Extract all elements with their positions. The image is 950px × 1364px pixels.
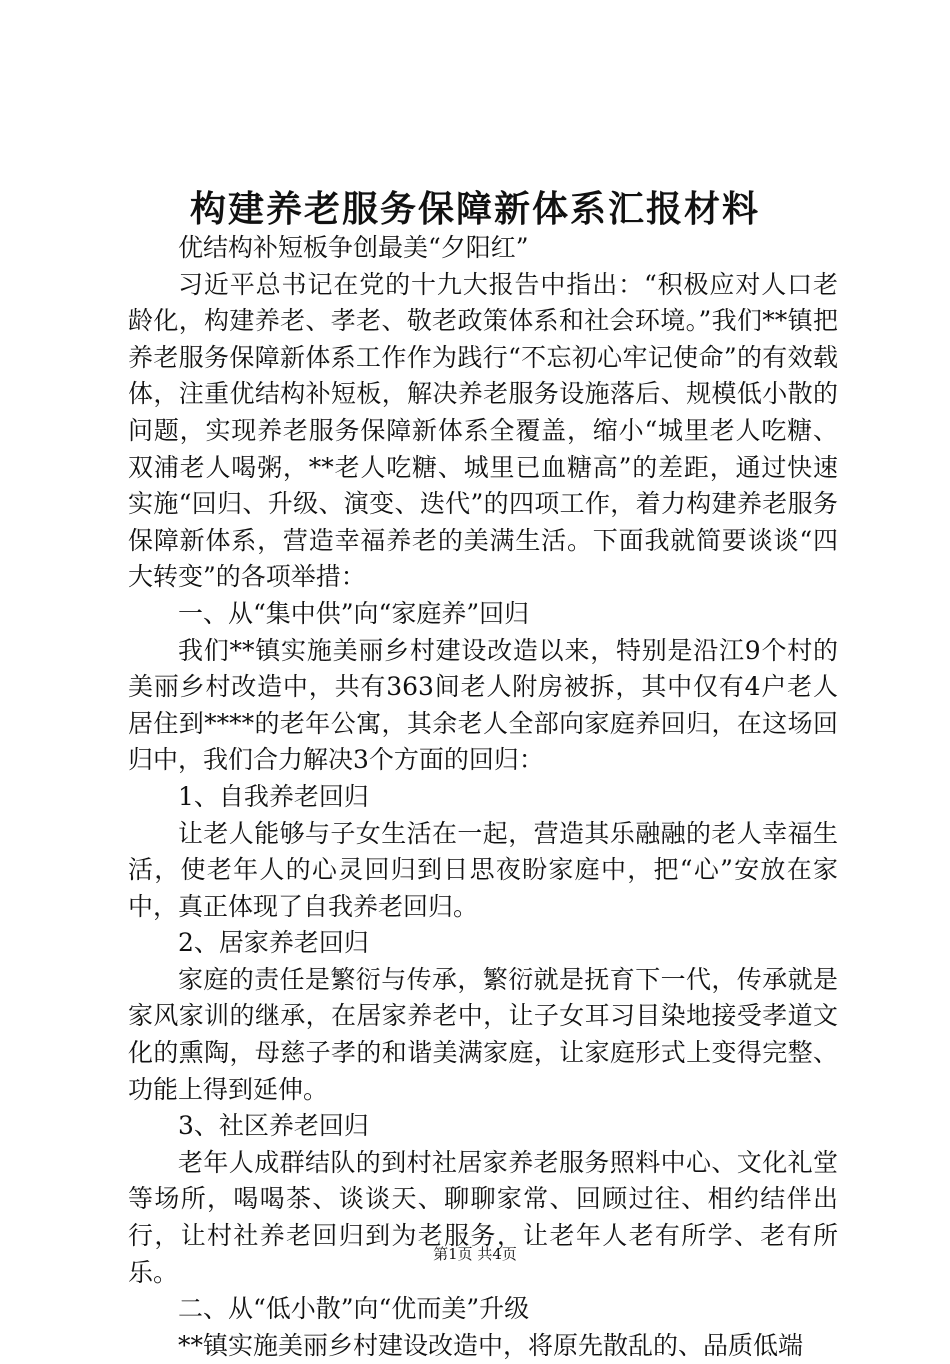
- body-paragraph: **镇实施美丽乡村建设改造中，将原先散乱的、品质低端: [178, 1330, 804, 1360]
- section-heading-1: 一、从“集中供”向“家庭养”回归: [178, 598, 530, 628]
- subsection-heading-2: 2、居家养老回归: [178, 928, 369, 958]
- body-paragraph: 我们**镇实施美丽乡村建设改造以来，特别是沿江9个村的美丽乡村改造中，共有363间老人附房被拆，其中仅有4户老人居住到****的老年公寓，其余老人全部向家庭养回归，在这场回归中，我们合力解决3个方面的回归：: [128, 635, 838, 775]
- document-title: 构建养老服务保障新体系汇报材料: [189, 188, 760, 230]
- intro-paragraph: 习近平总书记在党的十九大报告中指出：“积极应对人口老龄化，构建养老、孝老、敬老政策体系和社会环境。”我们**镇把养老服务保障新体系工作作为践行“不忘初心牢记使命”的有效载体，注重优结构补短板，解决养老服务设施落后、规模低小散的问题，实现养老服务保障新体系全覆盖，缩小“城里老人吃糖、双浦老人喝粥，**老人吃糖、城里已血糖高”的差距，通过快速实施“回归、升级、演变、迭代”的四项工作，着力构建养老服务保障新体系，营造幸福养老的美满生活。下面我就简要谈谈“四大转变”的各项举措：: [128, 269, 838, 592]
- subtitle-paragraph: 优结构补短板争创最美“夕阳红”: [178, 233, 529, 262]
- body-paragraph: 家庭的责任是繁衍与传承，繁衍就是抚育下一代，传承就是家风家训的继承，在居家养老中，让子女耳习目染地接受孝道文化的熏陶，母慈子孝的和谐美满家庭，让家庭形式上变得完整、功能上得到延伸。: [128, 964, 838, 1104]
- body-paragraph: 让老人能够与子女生活在一起，营造其乐融融的老人幸福生活，使老年人的心灵回归到日思夜盼家庭中，把“心”安放在家中，真正体现了自我养老回归。: [128, 818, 838, 921]
- page-footer: 第1页 共4页: [433, 1245, 517, 1263]
- subsection-heading-1: 1、自我养老回归: [178, 781, 369, 811]
- body-paragraph: 老年人成群结队的到村社居家养老服务照料中心、文化礼堂等场所，喝喝茶、谈谈天、聊聊家常、回顾过往、相约结伴出行，让村社养老回归到为老服务，让老年人老有所学、老有所乐。: [128, 1147, 838, 1287]
- subsection-heading-3: 3、社区养老回归: [178, 1111, 369, 1141]
- section-heading-2: 二、从“低小散”向“优而美”升级: [178, 1294, 530, 1324]
- document-body: [128, 230, 838, 1364]
